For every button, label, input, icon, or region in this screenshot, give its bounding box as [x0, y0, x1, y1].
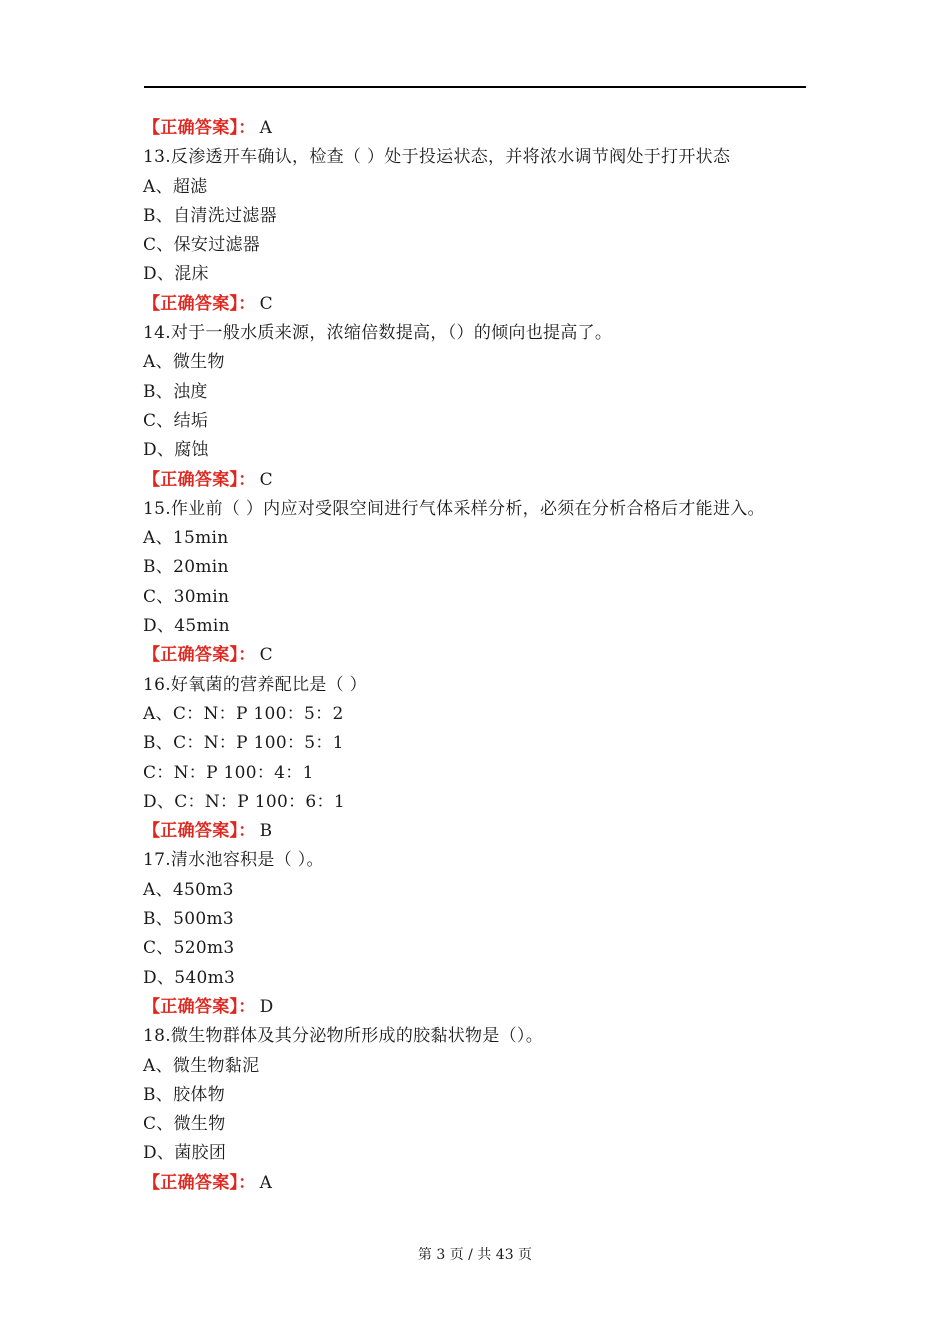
option-d: D、菌胶团 — [143, 1143, 227, 1164]
option-b: B、浊度 — [143, 381, 208, 402]
question-stem: 15.作业前（ ）内应对受限空间进行气体采样分析，必须在分析合格后才能进入。 — [143, 498, 765, 519]
answer-value: D — [259, 996, 274, 1017]
question-block — [143, 143, 813, 319]
answer-label: 【正确答案】： — [143, 821, 256, 842]
option-a: A、微生物黏泥 — [143, 1055, 260, 1076]
question-block — [143, 495, 813, 671]
page-footer: 第 3 页 / 共 43 页 — [417, 1247, 533, 1263]
answer-label: 【正确答案】： — [143, 293, 256, 314]
answer-label: 【正确答案】： — [143, 469, 256, 490]
option-c: C、520m3 — [143, 938, 235, 959]
answer-line — [143, 817, 813, 846]
answer-line — [143, 114, 813, 143]
question-block — [143, 1022, 813, 1198]
answer-value: C — [259, 645, 273, 666]
option-c: C、结垢 — [143, 410, 209, 431]
option-d: D、540m3 — [143, 967, 236, 988]
option-b: B、C：N：P 100：5：1 — [143, 733, 344, 754]
answer-line — [143, 993, 813, 1022]
option-c: C：N：P 100：4：1 — [143, 762, 314, 783]
answer-line — [143, 466, 813, 495]
question-stem: 13.反渗透开车确认，检查（ ）处于投运状态，并将浓水调节阀处于打开状态 — [143, 147, 731, 168]
option-b: B、自清洗过滤器 — [143, 205, 277, 226]
option-a: A、微生物 — [143, 352, 225, 373]
answer-value: A — [259, 1172, 273, 1193]
question-block — [143, 319, 813, 495]
question-block — [143, 846, 813, 1022]
option-c: C、30min — [143, 586, 230, 607]
answer-label: 【正确答案】： — [143, 996, 256, 1017]
option-b: B、20min — [143, 557, 229, 578]
option-a: A、C：N：P 100：5：2 — [143, 703, 344, 724]
question-list — [143, 114, 813, 1198]
answer-line — [143, 1169, 813, 1198]
option-d: D、C：N：P 100：6：1 — [143, 791, 345, 812]
option-d: D、混床 — [143, 264, 209, 285]
answer-label: 【正确答案】： — [143, 1172, 256, 1193]
option-a: A、15min — [143, 528, 229, 549]
answer-value: C — [259, 293, 273, 314]
option-d: D、45min — [143, 616, 230, 637]
question-block — [143, 671, 813, 847]
answer-label: 【正确答案】： — [143, 118, 256, 138]
option-c: C、微生物 — [143, 1114, 226, 1135]
answer-label: 【正确答案】： — [143, 645, 256, 666]
question-stem: 18.微生物群体及其分泌物所形成的胶黏状物是（）。 — [143, 1026, 544, 1047]
question-stem: 16.好氧菌的营养配比是（ ） — [143, 674, 367, 695]
option-d: D、腐蚀 — [143, 440, 209, 461]
answer-value: C — [259, 469, 273, 490]
option-b: B、500m3 — [143, 909, 234, 930]
header-rule — [144, 86, 806, 88]
answer-line — [143, 290, 813, 319]
answer-line — [143, 641, 813, 670]
option-c: C、保安过滤器 — [143, 235, 261, 256]
question-stem: 14.对于一般水质来源，浓缩倍数提高，（）的倾向也提高了。 — [143, 323, 613, 344]
answer-value: B — [259, 821, 273, 842]
answer-value: A — [259, 118, 273, 138]
option-a: A、450m3 — [143, 879, 234, 900]
option-a: A、超滤 — [143, 176, 208, 197]
option-b: B、胶体物 — [143, 1084, 225, 1105]
question-stem: 17.清水池容积是（ ）。 — [143, 850, 324, 871]
